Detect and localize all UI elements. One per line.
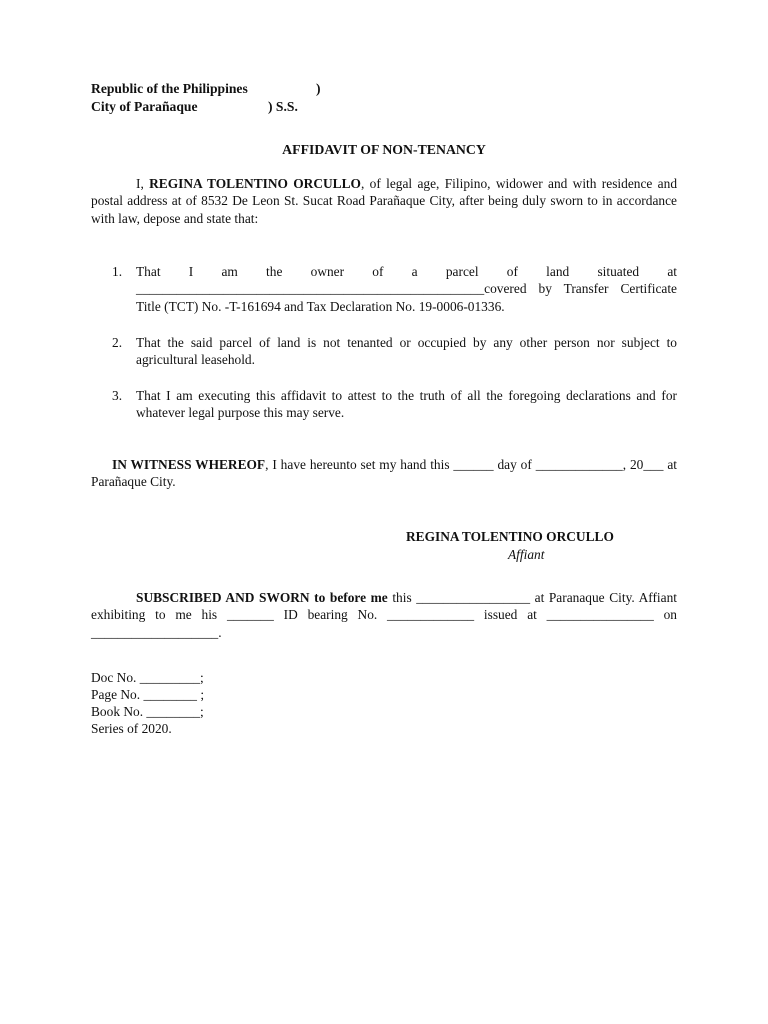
affiant-name-inline: REGINA TOLENTINO ORCULLO — [149, 176, 361, 191]
list-item — [112, 387, 677, 422]
venue-block — [91, 80, 321, 116]
list-item-number: 1. — [112, 264, 123, 279]
intro-paragraph — [91, 175, 677, 227]
venue-city: City of Parañaque — [91, 99, 198, 114]
jurat-text: this _________________ at Paranaque City. Affiant exhibiting to me his _______ ID bearing No. _____________ issued at ________________ on ___________________. — [91, 590, 677, 640]
list-item-text: That I am executing this affidavit to attest to the truth of all the foregoing declarations and for whatever legal purpose this may serve. — [136, 388, 677, 421]
venue-line-city — [91, 98, 298, 116]
jurat-paragraph — [91, 589, 677, 641]
notarial-register — [91, 669, 204, 737]
book-number: Book No. ________; — [91, 704, 204, 719]
affiant-role-label: Affiant — [508, 547, 545, 562]
page-number: Page No. ________ ; — [91, 687, 205, 702]
witness-text: , I have hereunto set my hand this ______ day of _____________, 20___ at Parañaque City. — [91, 457, 677, 490]
list-item — [112, 263, 677, 315]
intro-prefix: I, — [136, 176, 150, 191]
venue-republic-paren: ) — [316, 81, 321, 96]
affiant-signature-name: REGINA TOLENTINO ORCULLO — [406, 529, 614, 544]
list-item-text: That I am the owner of a parcel of land situated at ____________________________________________________covered by Transfer Certificate Title (TCT) No. -T-161694 and Tax Declaration No. 19-0006-01336. — [136, 264, 677, 314]
witness-paragraph — [91, 456, 677, 491]
venue-city-ss: ) S.S. — [268, 99, 298, 114]
list-item-number: 2. — [112, 335, 123, 350]
list-item-number: 3. — [112, 388, 123, 403]
jurat-heading: SUBSCRIBED AND SWORN to before me — [136, 590, 388, 605]
intro-text: , of legal age, Filipino, widower and with residence and postal address at of 8532 De Leon St. Sucat Road Parañaque City, after being duly sworn to in accordance with law, depose and state that: — [91, 176, 678, 226]
document-title: AFFIDAVIT OF NON-TENANCY — [282, 142, 486, 157]
doc-number: Doc No. _________; — [91, 670, 204, 685]
venue-republic: Republic of the Philippines — [91, 81, 248, 96]
list-item — [112, 334, 677, 369]
venue-line-republic — [91, 80, 321, 98]
witness-heading: IN WITNESS WHEREOF — [112, 457, 266, 472]
series-year: Series of 2020. — [91, 721, 172, 736]
list-item-text: That the said parcel of land is not tenanted or occupied by any other person nor subject to agricultural leasehold. — [136, 335, 677, 368]
